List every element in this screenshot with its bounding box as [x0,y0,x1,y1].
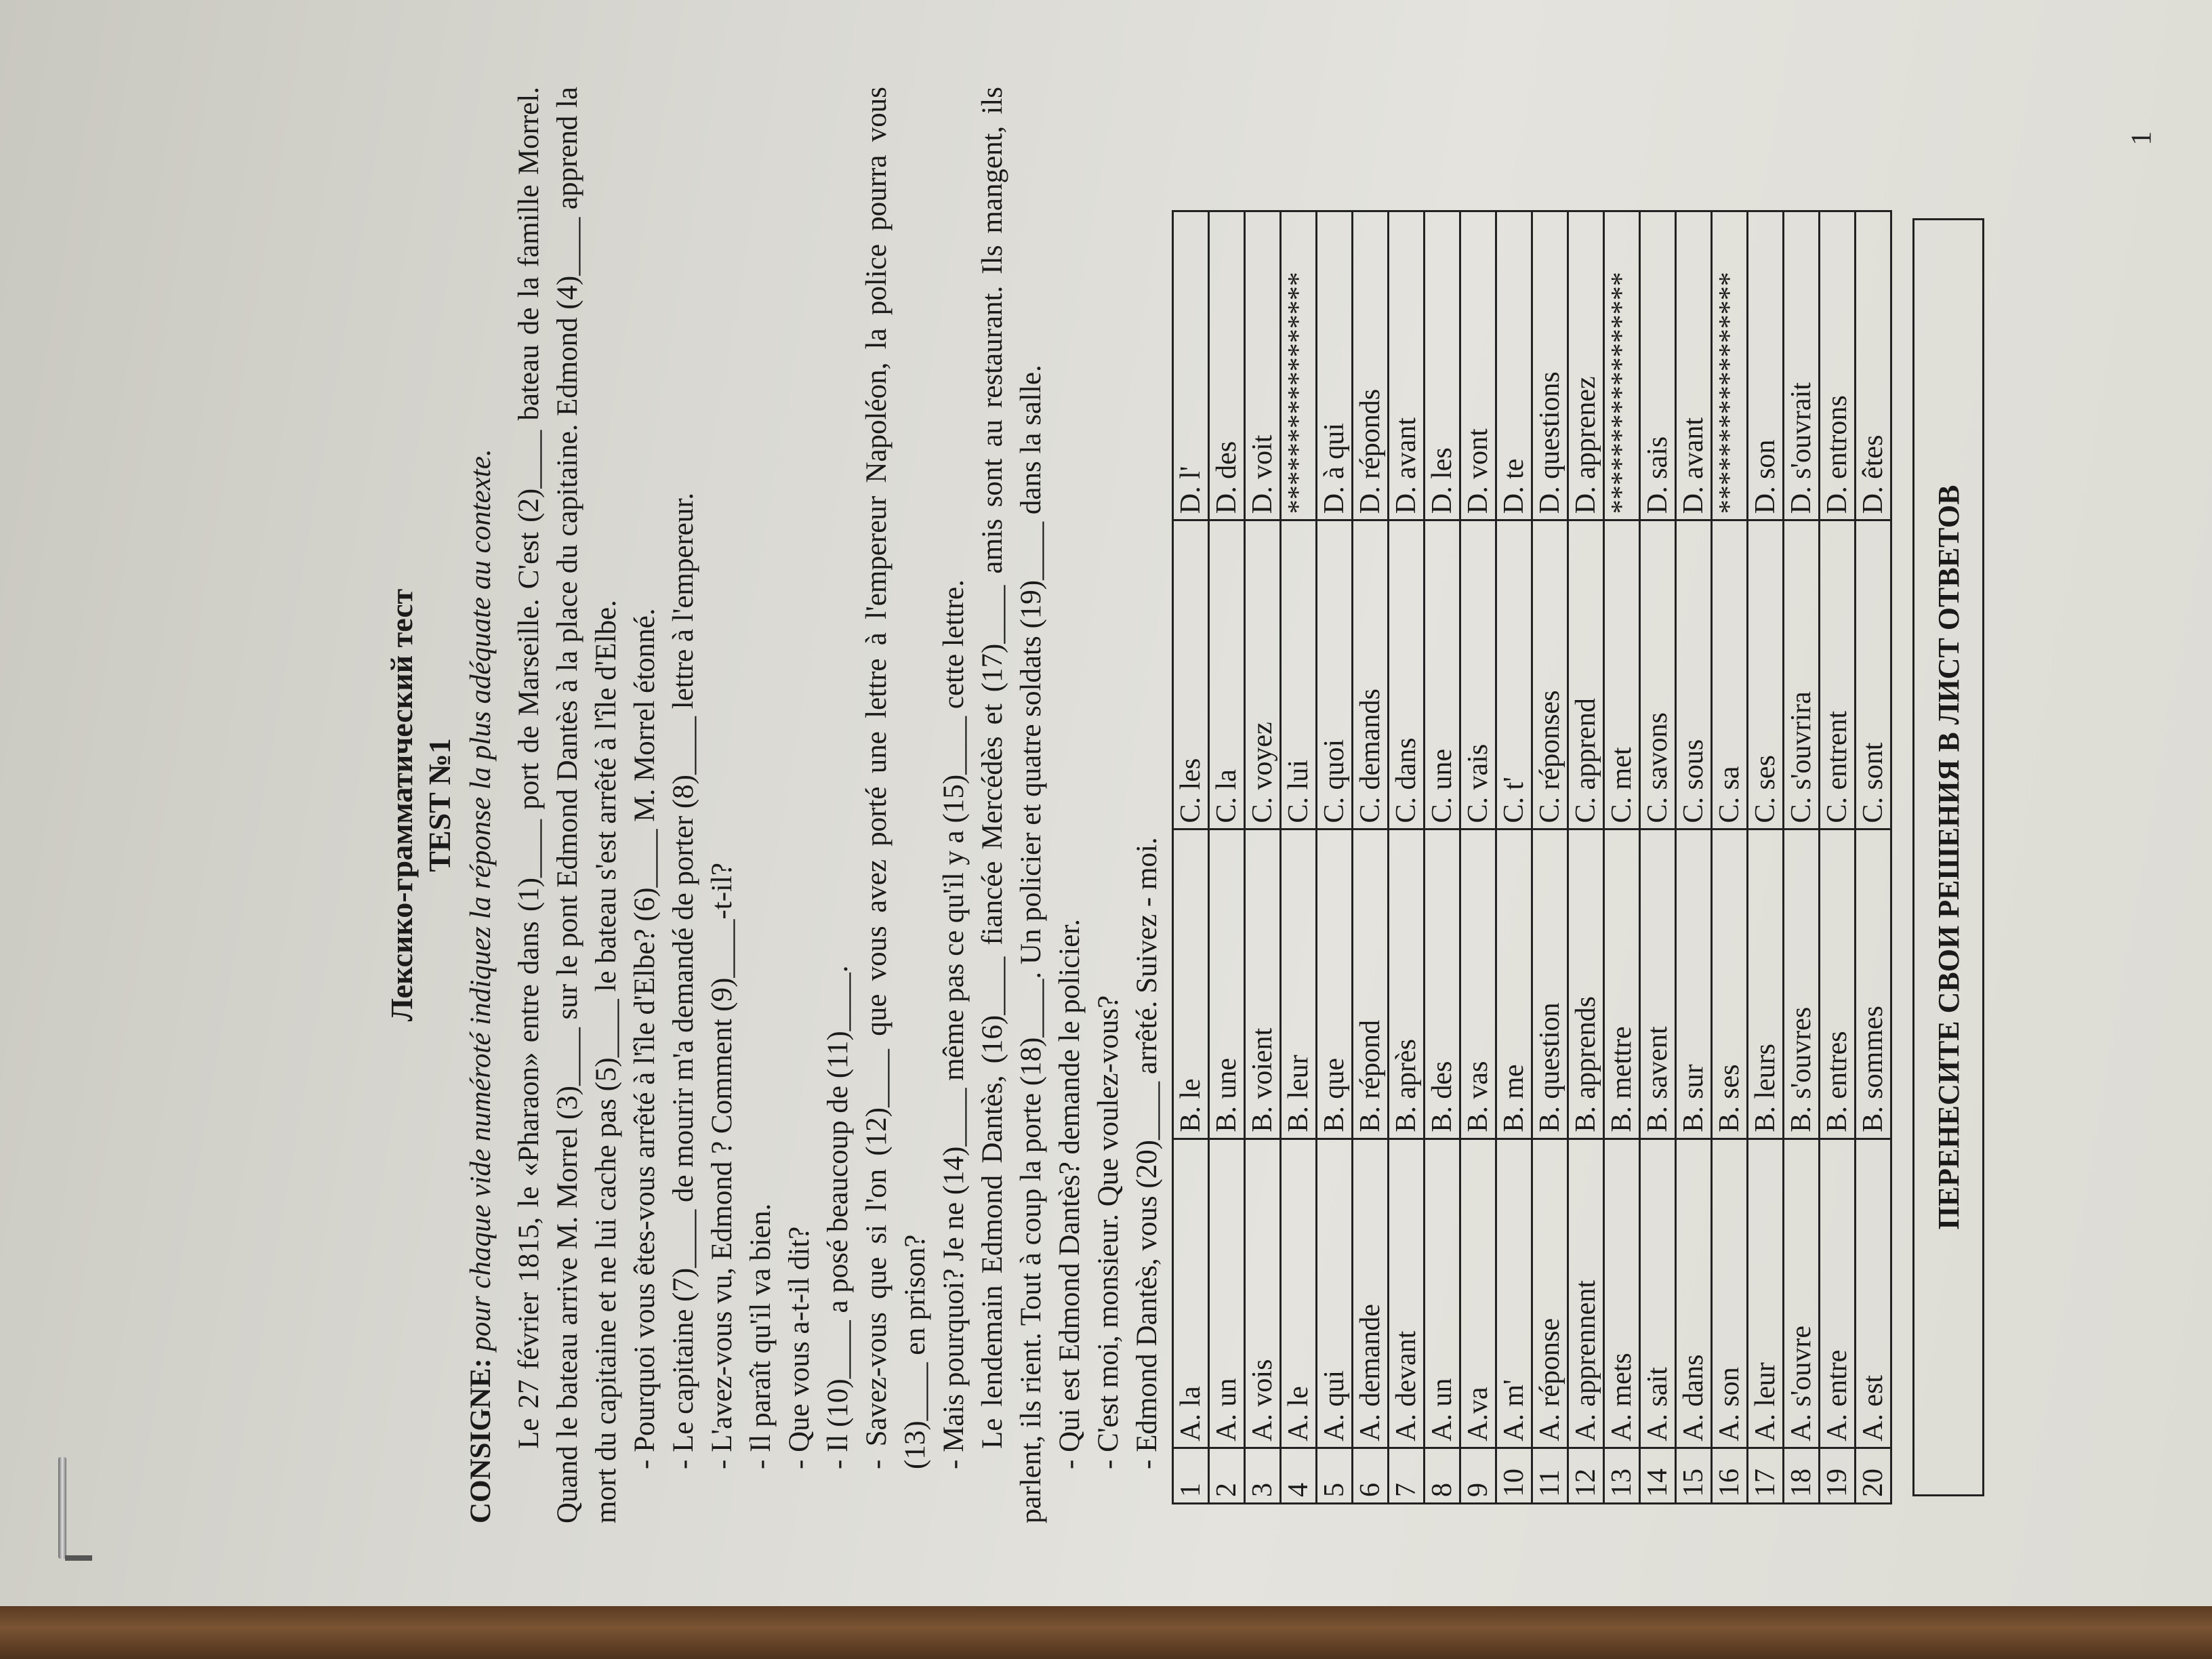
dialog-line: - Edmond Dantès, vous (20)____ arrêté. Suivez - moi. [1131,837,1163,1469]
option-c: C. quoi [1317,520,1353,830]
option-c: C. réponses [1532,520,1568,830]
option-c: C. t' [1496,520,1532,830]
option-d: D. vont [1460,211,1496,520]
option-a: A. entre [1820,1139,1856,1448]
option-c: C. lui [1281,520,1317,830]
answer-row [1748,211,1784,1504]
question-number: 3 [1245,1448,1281,1503]
option-a: A. vois [1245,1139,1281,1448]
answer-row [1856,211,1891,1504]
option-d: D. voit [1245,211,1281,520]
option-c: C. savons [1640,520,1676,830]
question-number: 4 [1281,1448,1317,1503]
option-c: C. met [1604,520,1640,830]
answer-row [1784,211,1820,1504]
transfer-answers-note: ПЕРЕНЕСИТЕ СВОИ РЕШЕНИЯ В ЛИСТ ОТВЕТОВ [1931,485,1965,1230]
answer-row [1712,211,1748,1504]
option-b: B. une [1209,830,1245,1139]
option-a: A. le [1281,1139,1317,1448]
dialog-line: - Que vous a-t-il dit? [783,1226,815,1469]
option-a: A. m' [1496,1139,1532,1448]
dialog-line: - Le capitaine (7)____ de mourir m'a demandé de porter (8)____ lettre à l'empereur. [668,492,699,1469]
option-c: C. sous [1676,520,1712,830]
instructions-text: pour chaque vide numéroté indiquez la réponse la plus adéquate au contexte. [465,449,497,1359]
question-number: 10 [1496,1448,1532,1503]
question-number: 20 [1856,1448,1891,1503]
question-number: 18 [1784,1448,1820,1503]
option-b: B. sur [1676,830,1712,1139]
option-b: B. répond [1353,830,1389,1139]
answer-row [1460,211,1496,1504]
option-c: C. les [1173,520,1209,830]
option-b: B. que [1317,830,1353,1139]
option-c: C. une [1425,520,1460,830]
option-a: A. dans [1676,1139,1712,1448]
question-number: 15 [1676,1448,1712,1503]
option-a: A. mets [1604,1139,1640,1448]
option-b: B. me [1496,830,1532,1139]
option-b: B. entres [1820,830,1856,1139]
instructions-label: CONSIGNE: [465,1358,497,1523]
option-a: A. s'ouvre [1784,1139,1820,1448]
option-b: B. apprends [1568,830,1604,1139]
option-b: B. s'ouvres [1784,830,1820,1139]
dialog-line: - Il (10)____ a posé beaucoup de (11)____. [822,965,854,1469]
answer-row [1245,211,1281,1504]
question-number: 17 [1748,1448,1784,1503]
question-number: 14 [1640,1448,1676,1503]
option-b: B. savent [1640,830,1676,1139]
option-b: B. mettre [1604,830,1640,1139]
option-d: D. êtes [1856,211,1891,520]
option-a: A. qui [1317,1139,1353,1448]
option-a: A. un [1209,1139,1245,1448]
option-d: D. s'ouvrait [1784,211,1820,520]
document-title: Лексико-грамматический тест [384,588,419,1022]
answer-row [1676,211,1712,1504]
option-a: A.va [1460,1139,1496,1448]
dialog-line: - Qui est Edmond Dantès? demande le policier. [1054,919,1086,1469]
option-d: ***************** [1712,211,1748,520]
dialog-line: - L'avez-vous vu, Edmond ? Comment (9)____-t-il? [706,862,738,1469]
dialog-line: - Mais pourquoi? Je ne (14)____ même pas ce qu'il y a (15)____ cette lettre. [938,579,970,1469]
answer-row [1317,211,1353,1504]
option-c: C. vais [1460,520,1496,830]
option-b: B. le [1173,830,1209,1139]
option-c: C. sa [1712,520,1748,830]
option-b: B. leur [1281,830,1317,1139]
option-d: D. avant [1676,211,1712,520]
option-a: A. la [1173,1139,1209,1448]
dialog-line: - Pourquoi vous êtes-vous arrêté à l'île d'Elbe? (6)____ M. Morrel étonné. [629,608,661,1469]
option-a: A. apprennent [1568,1139,1604,1448]
option-d: D. l' [1173,211,1209,520]
option-a: A. sait [1640,1139,1676,1448]
question-number: 11 [1532,1448,1568,1503]
option-b: B. question [1532,830,1568,1139]
option-b: B. des [1425,830,1460,1139]
page-number: 1 [2126,131,2158,146]
transfer-answers-box [1912,218,1984,1496]
option-d: D. te [1496,211,1532,520]
question-number: 19 [1820,1448,1856,1503]
question-number: 8 [1425,1448,1460,1503]
option-a: A. son [1712,1139,1748,1448]
option-d: D. réponds [1353,211,1389,520]
option-c: C. apprend [1568,520,1604,830]
answer-row [1604,211,1640,1504]
option-b: B. après [1389,830,1425,1139]
narrative-paragraph: Le 27 février 1815, le «Pharaon» entre dans (1)____ port de Marseille. C'est (2)____ bateau de la famille Morrel. Quand le bateau arrive M. Morrel (3)____ sur le pont Edmond Dantès à la place du capitaine. Edmond (4)____ apprend la mort du capitaine et ne lui cache pas (5)____ le bateau s'est arrêté à l'île d'Elbe. [513,87,622,1523]
question-number: 12 [1568,1448,1604,1503]
option-c: C. entrent [1820,520,1856,830]
text-passage [510,87,1166,1523]
option-d: D. entrons [1820,211,1856,520]
question-number: 9 [1460,1448,1496,1503]
option-b: B. vas [1460,830,1496,1139]
answer-row [1532,211,1568,1504]
dialog-line: - C'est moi, monsieur. Que voulez-vous? [1092,995,1124,1469]
document-subtitle: TEST №1 [422,738,457,872]
answer-row [1496,211,1532,1504]
option-d: D. à qui [1317,211,1353,520]
answer-row [1425,211,1460,1504]
option-c: C. dans [1389,520,1425,830]
answer-row [1820,211,1856,1504]
option-a: A. demande [1353,1139,1389,1448]
option-a: A. réponse [1532,1139,1568,1448]
option-d: D. avant [1389,211,1425,520]
option-c: C. ses [1748,520,1784,830]
answer-row [1173,211,1209,1504]
option-c: C. voyez [1245,520,1281,830]
option-d: ***************** [1281,211,1317,520]
question-number: 5 [1317,1448,1353,1503]
answer-row [1209,211,1245,1504]
narrative-paragraph: Le lendemain Edmond Dantès, (16)____ fiancée Mercédès et (17)____ amis sont au restaurant. Ils mangent, ils parlent, ils rient. Tout à coup la porte (18)____. Un policier et quatre soldats (19)____ dans la salle. [977,87,1047,1523]
question-number: 16 [1712,1448,1748,1503]
option-b: B. ses [1712,830,1748,1139]
answer-row [1389,211,1425,1504]
option-d: D. des [1209,211,1245,520]
option-b: B. voient [1245,830,1281,1139]
option-c: C. s'ouvrira [1784,520,1820,830]
option-c: C. la [1209,520,1245,830]
instructions [462,87,500,1523]
document-body [383,87,1984,1523]
option-d: D. questions [1532,211,1568,520]
option-d: D. sais [1640,211,1676,520]
option-c: C. demands [1353,520,1389,830]
answer-row [1568,211,1604,1504]
option-b: B. sommes [1856,830,1891,1139]
option-a: A. un [1425,1139,1460,1448]
answer-row [1640,211,1676,1504]
answer-row [1353,211,1389,1504]
question-number: 7 [1389,1448,1425,1503]
option-b: B. leurs [1748,830,1784,1139]
dialog-line: - Il paraît qu'il va bien. [745,1203,777,1469]
option-a: A. devant [1389,1139,1425,1448]
answer-row [1281,211,1317,1504]
question-number: 1 [1173,1448,1209,1503]
option-d: ***************** [1604,211,1640,520]
question-number: 2 [1209,1448,1245,1503]
option-d: D. les [1425,211,1460,520]
answer-options-table [1172,210,1892,1504]
option-c: C. sont [1856,520,1891,830]
question-number: 13 [1604,1448,1640,1503]
option-a: A. leur [1748,1139,1784,1448]
option-d: D. apprenez [1568,211,1604,520]
option-a: A. est [1856,1139,1891,1448]
option-d: D. son [1748,211,1784,520]
question-number: 6 [1353,1448,1389,1503]
dialog-line: - Savez-vous que si l'on (12)____ que vous avez porté une lettre à l'empereur Napoléon, la police pourra vous (13)____ en prison? [861,87,931,1469]
